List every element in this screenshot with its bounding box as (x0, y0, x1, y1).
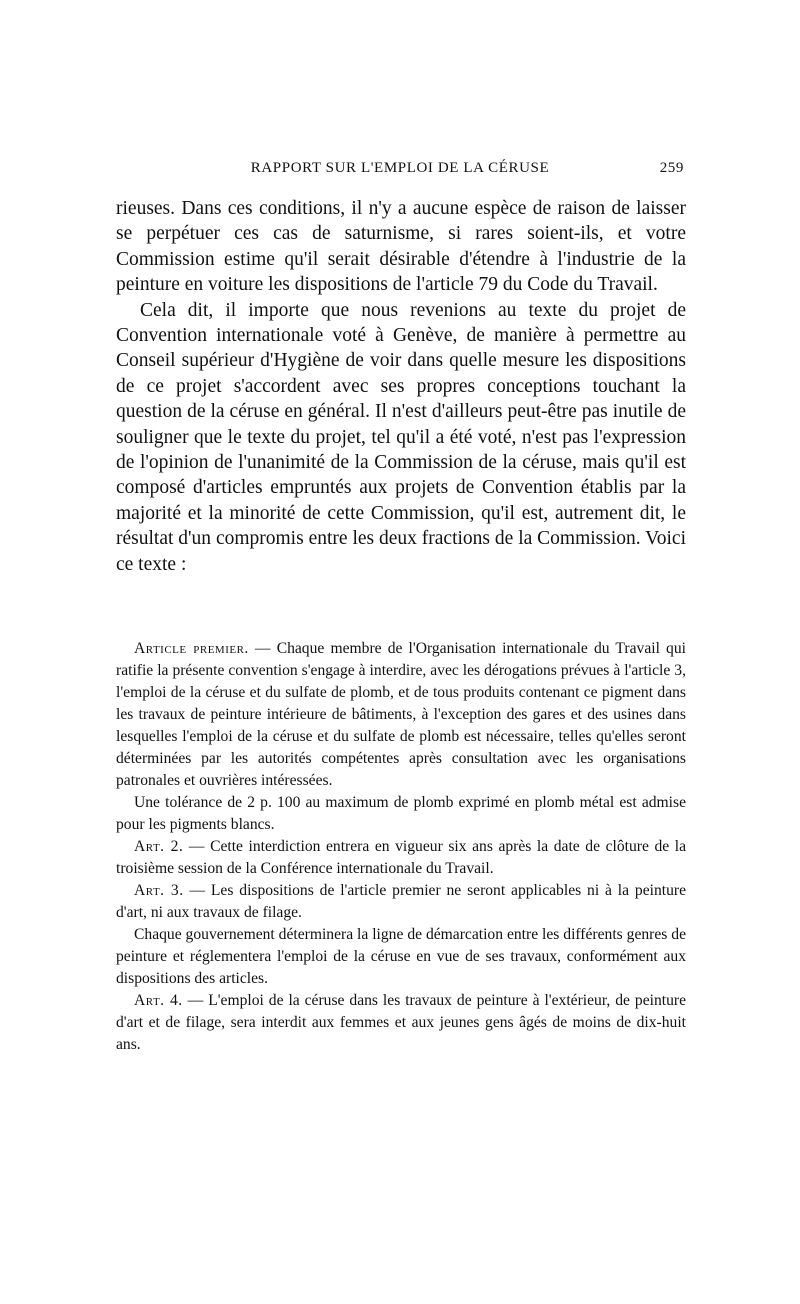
paragraph: rieuses. Dans ces conditions, il n'y a aucune espèce de raison de laisser se perpétuer ces cas de saturnisme, si rares soient-ils, et votre Commission estime qu'il serait désirable d'étendre à l'industrie de la peinture en voiture les dispositions de l'article 79 du Code du Travail. (116, 198, 686, 296)
article-1-text: — Chaque membre de l'Organisation internationale du Travail qui ratifie la présente convention s'engage à interdire, avec les dérogations prévues à l'article 3, l'emploi de la céruse et du sulfate de plomb, et de tous produits contenant ce pigment dans les travaux de peinture intérieure de bâtiments, à l'exception des gares et des usines dans lesquelles l'emploi de la céruse et du sulfate de plomb est nécessaire, telles qu'elles seront déterminées par les autorités compétentes après consultation avec les organisations patronales et ouvrières intéressées. (116, 640, 686, 789)
body-text (116, 196, 686, 577)
running-header (116, 160, 684, 182)
article-4-text: — L'emploi de la céruse dans les travaux de peinture à l'extérieur, de peinture d'art et de filage, sera interdit aux femmes et aux jeunes gens âgés de moins de dix-huit ans. (116, 992, 686, 1053)
article-2-label: Art. 2. (134, 838, 184, 855)
paragraph: Cela dit, il importe que nous revenions au texte du projet de Convention internationale voté à Genève, de manière à permettre au Conseil supérieur d'Hygiène de voir dans quelle mesure les dispositions de ce projet s'accordent avec ses propres conceptions touchant la question de la céruse en général. Il n'est d'ailleurs peut-être pas inutile de souligner que le texte du projet, tel qu'il a été voté, n'est pas l'expression de l'opinion de l'unanimité de la Commission de la céruse, mais qu'il est composé d'articles empruntés aux projets de Convention établis par la majorité et la minorité de cette Commission, qu'il est, autrement dit, le résultat d'un compromis entre les deux fractions de la Commission. Voici ce texte : (116, 299, 686, 575)
article-3-continuation: Chaque gouvernement déterminera la ligne de démarcation entre les différents genres de peinture et réglementera l'emploi de la céruse en vue de ses travaux, conformément aux dispositions des articles. (116, 926, 686, 987)
article-1 (116, 638, 686, 792)
article-3 (116, 880, 686, 924)
convention-text (116, 638, 686, 1056)
article-1-tolerance: Une tolérance de 2 p. 100 au maximum de plomb exprimé en plomb métal est admise pour les pigments blancs. (116, 794, 686, 833)
article-3-text: — Les dispositions de l'article premier ne seront applicables ni à la peinture d'art, ni aux travaux de filage. (116, 882, 686, 921)
article-2-text: — Cette interdiction entrera en vigueur six ans après la date de clôture de la troisième session de la Conférence internationale du Travail. (116, 838, 686, 877)
running-title: RAPPORT SUR L'EMPLOI DE LA CÉRUSE (250, 160, 550, 176)
article-3-label: Art. 3. (134, 882, 184, 899)
page-number: 259 (659, 160, 684, 176)
article-4-label: Art. 4. (134, 992, 183, 1009)
article-1-label: Article premier. (134, 640, 249, 657)
article-4 (116, 990, 686, 1056)
article-2 (116, 836, 686, 880)
